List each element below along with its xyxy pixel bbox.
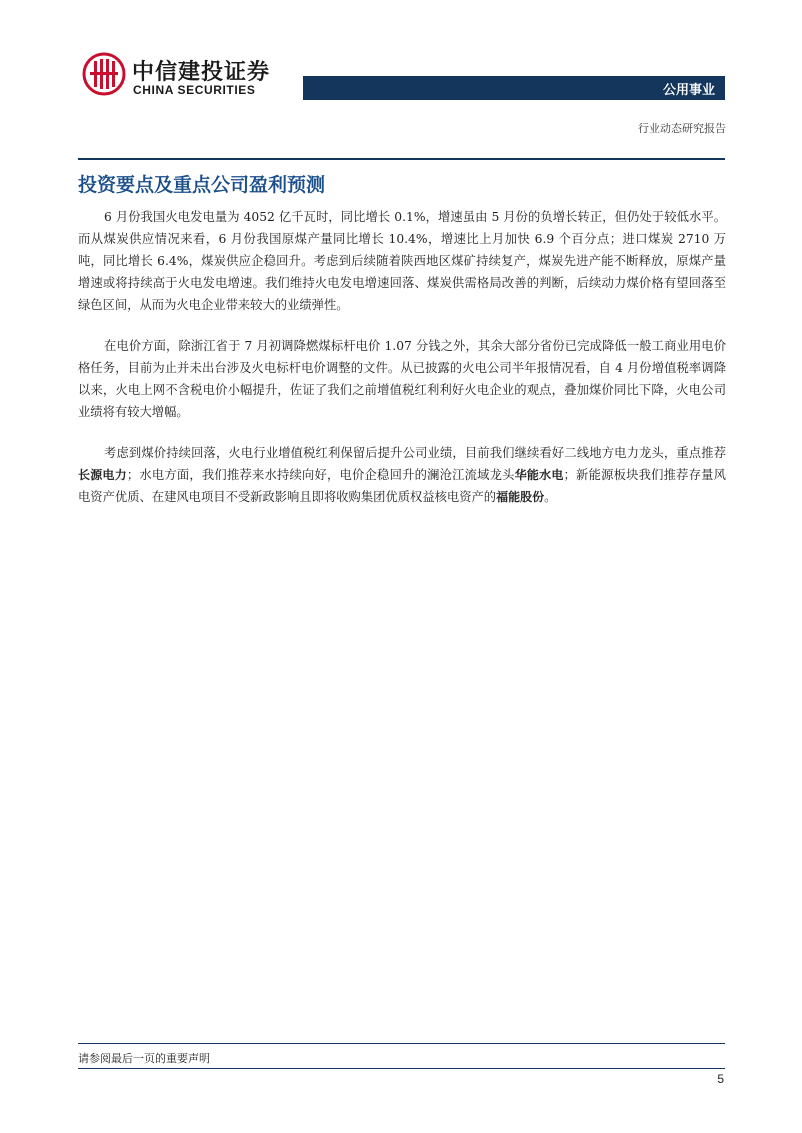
paragraph-recommendations — [78, 442, 726, 508]
paragraph-electricity-price: 在电价方面，除浙江省于 7 月初调降燃煤标杆电价 1.07 分钱之外，其余大部分省份已完成降低一般工商业用电价格任务，目前为止并未出台涉及火电标杆电价调整的文件。从已披露的火电公司半年报情况看，自 4 月份增值税率调降以来，火电上网不含税电价小幅提升，佐证了我们之前增值税红利利好火电企业的观点，叠加煤价同比下降，火电公司业绩将有较大增幅。 — [78, 339, 726, 419]
recommendation-text-4: 。 — [544, 490, 557, 504]
recommendation-text-1: 考虑到煤价持续回落，火电行业增值税红利保留后提升公司业绩，目前我们继续看好二线地方电力龙头，重点推荐 — [104, 446, 726, 460]
stock-name-huaneng-hydro: 华能水电 — [514, 468, 564, 482]
report-type-label: 行业动态研究报告 — [638, 122, 726, 135]
recommendation-text-2: ；水电方面，我们推荐来水持续向好，电价企稳回升的澜沧江流域龙头 — [126, 468, 515, 482]
sector-label: 公用事业 — [662, 83, 715, 98]
header-sector-bar — [303, 76, 725, 100]
page-number: 5 — [717, 1072, 724, 1086]
china-securities-logo-icon — [82, 52, 126, 96]
company-logo — [82, 52, 312, 108]
section-title: 投资要点及重点公司盈利预测 — [78, 174, 326, 196]
footer-divider-top — [78, 1043, 725, 1044]
recommendation-text-3: ；新能源板块我们推荐存量风电资产优质、在建风电项目不受新政影响且即将收购集团优质权益核电资产的 — [78, 468, 726, 504]
disclaimer-note: 请参阅最后一页的重要声明 — [78, 1052, 210, 1065]
report-body — [78, 206, 726, 527]
paragraph-thermal-power: 6 月份我国火电发电量为 4052 亿千瓦时，同比增长 0.1%，增速虽由 5 月份的负增长转正，但仍处于较低水平。而从煤炭供应情况来看，6 月份我国原煤产量同比增长 10.4%，增速比上月加快 6.9 个百分点；进口煤炭 2710 万吨，同比增长 6.4%，煤炭供应企稳回升。考虑到后续随着陕西地区煤矿持续复产，煤炭先进产能不断释放，原煤产量增速或将持续高于火电发电增速。我们维持火电发电增速回落、煤炭供需格局改善的判断，后续动力煤价格有望回落至绿色区间，从而为火电企业带来较大的业绩弹性。 — [78, 210, 726, 312]
logo-chinese-name: 中信建投证券 — [132, 60, 271, 85]
stock-name-funeng: 福能股份 — [496, 490, 545, 504]
stock-name-changyuan: 长源电力 — [78, 468, 127, 482]
footer-divider-bottom — [78, 1068, 725, 1069]
header-divider — [78, 158, 725, 160]
logo-english-name: CHINA SECURITIES — [133, 83, 256, 97]
